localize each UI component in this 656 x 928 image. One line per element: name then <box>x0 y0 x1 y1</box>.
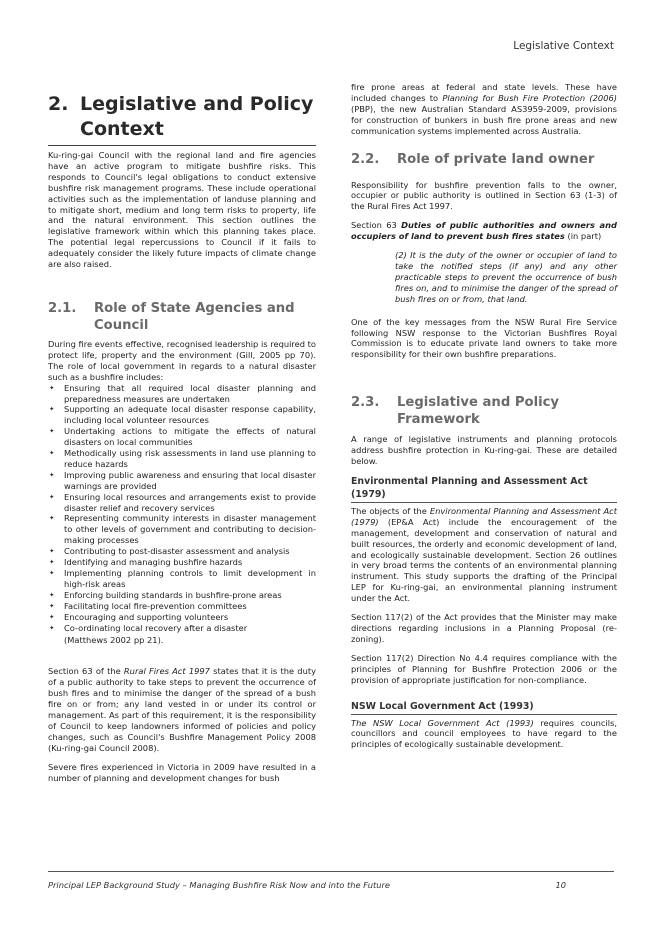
list-item: ✦ Methodically using risk assessments in land use planning to reduce hazards <box>48 448 316 470</box>
text-run: Section 63 <box>351 220 402 231</box>
section-title: Role of State Agencies and Council <box>94 300 295 333</box>
section-2-1-heading <box>48 300 316 334</box>
list-item: ✦ Facilitating local fire-prevention committees <box>48 601 316 612</box>
paragraph: Severe fires experienced in Victoria in 2009 have resulted in a number of planning and development changes for bush <box>48 761 316 783</box>
paragraph: One of the key messages from the NSW Rural Fire Service following NSW response to the Victorian Bushfires Royal Commission is to educate private land owners to take more responsibility for their own bushfire preparations. <box>351 316 617 360</box>
paragraph: A range of legislative instruments and planning protocols address bushfire protection in Ku-ring-gai. These are detailed below. <box>351 434 617 467</box>
section-number: 2.2. <box>351 151 380 167</box>
section-title: Role of private land owner <box>397 151 595 167</box>
block-quote: (2) It is the duty of the owner or occupier of land to take the notified steps (if any) and any other practicable steps to prevent the occurrence of bush fires on, and to minimise the danger of the spread of bush fires on or from, that land. <box>395 250 617 304</box>
text-run: fire prone areas at federal and state levels. These have included changes to <box>351 82 617 103</box>
section-2-2-heading <box>351 151 617 168</box>
paragraph <box>351 82 617 137</box>
text-run: The objects of the <box>351 505 430 516</box>
list-item: ✦ Ensuring that all required local disaster planning and preparedness measures are undertaken <box>48 383 316 405</box>
list-item: ✦ Encouraging and supporting volunteers <box>48 612 316 623</box>
paragraph <box>351 506 617 604</box>
list-item: ✦ Representing community interests in disaster management to other levels of government and contributing to decision-making processes <box>48 513 316 546</box>
list-item: ✦ Co-ordinating local recovery after a disaster <box>48 623 316 634</box>
paragraph <box>351 718 617 751</box>
chapter-heading <box>48 92 316 146</box>
paragraph: Section 117(2) of the Act provides that the Minister may make directions regarding inclusions in a Planning Proposal (re-zoning). <box>351 612 617 644</box>
act-title: Rural Fires Act 1997 <box>123 666 210 677</box>
list-item: ✦ Undertaking actions to mitigate the effects of natural disasters on local communities <box>48 426 316 448</box>
footer-title: Principal LEP Background Study – Managing Bushfire Risk Now and into the Future <box>48 880 390 890</box>
chapter-title: Legislative and Policy Context <box>80 93 314 140</box>
page-number: 10 <box>555 880 566 890</box>
list-item: ✦ Improving public awareness and ensuring that local disaster warnings are provided <box>48 470 316 492</box>
section-number: 2.1. <box>48 300 77 316</box>
text-run: (EP&A Act) include the encouragement of the management, development and conservation of natural and built resources, the orderly and economic development of land, and ecologically sustainable development. Section 26 outlines in very broad terms the contents of an environmental planning instrument. This study supports the drafting of the Principal LEP for Ku-ring-gai, an environmental planning instrument under the Act. <box>351 516 617 604</box>
text-run: Section 63 of the <box>48 666 124 677</box>
page-footer <box>48 871 614 890</box>
list-item: ✦ Identifying and managing bushfire hazards <box>48 557 316 568</box>
running-header: Legislative Context <box>513 40 614 52</box>
section-2-3-heading <box>351 394 617 428</box>
paragraph: During fire events effective, recognised leadership is required to protect life, property and the environment (Gill, 2005 pp 70). The role of local government in regards to a natural disaster such as a bushfire includes: <box>48 338 316 382</box>
list-item: ✦ Supporting an adequate local disaster response capability, including local volunteer resources <box>48 404 316 426</box>
list-item: ✦ Implementing planning controls to limit development in high-risk areas <box>48 568 316 590</box>
left-column <box>48 82 316 791</box>
act-title: Environmental Planning and Assessment Act (1979) <box>351 505 617 527</box>
chapter-intro: Ku-ring-gai Council with the regional land and fire agencies have an active program to mitigate bushfire risks. This responds to Council's legal obligations to conduct extensive bushfire risk management programs. These include operational activities such as the implementation of landuse planning and to mitigate short, medium and long term risks to property, life and the natural environment. This section outlines the legislative framework within which this planning takes place. The potential legal repercussions to Council if it fails to adequately consider the likely future impacts of climate change are also raised. <box>48 150 316 270</box>
text-run: requires councils, councillors and council employees to have regard to the principles of ecologically sustainable development. <box>351 717 617 750</box>
paragraph: Section 117(2) Direction No 4.4 requires compliance with the principles of Planning for Bushfire Protection 2006 or the provision of appropriate justification for non-compliance. <box>351 652 617 685</box>
list-item: ✦ Ensuring local resources and arrangements exist to provide disaster relief and recovery services <box>48 492 316 514</box>
paragraph <box>351 220 617 242</box>
list-item: ✦ Enforcing building standards in bushfire-prone areas <box>48 590 316 601</box>
text-run: (in part) <box>564 231 602 242</box>
section-name: Duties of public authorities and owners and occupiers of land to prevent bush fires states <box>351 220 617 242</box>
epa-act-heading: Environmental Planning and Assessment Act (1979) <box>351 475 617 503</box>
text-run: states that it is the duty of a public authority to take steps to prevent the occurrence of bush fires and to minimise the danger of the spread of a bush fire on or from; any land vested in or under its control or management. As part of this requirement, it is the responsibility of Council to keep landowners informed of policies and policy changes, such as Council's Bushfire Management Policy 2008 (Ku-ring-gai Council 2008). <box>48 666 316 753</box>
lga-act-heading: NSW Local Government Act (1993) <box>351 700 617 715</box>
document-title: Planning for Bush Fire Protection (2006) <box>442 92 617 103</box>
right-column <box>351 82 617 758</box>
paragraph <box>48 666 316 753</box>
chapter-number: 2. <box>48 93 69 115</box>
section-number: 2.3. <box>351 395 380 411</box>
section-title: Legislative and Policy Framework <box>397 395 560 428</box>
role-list <box>48 383 316 634</box>
list-item: ✦ Contributing to post-disaster assessment and analysis <box>48 546 316 557</box>
citation: (Matthews 2002 pp 21). <box>64 635 164 646</box>
text-run: (PBP), the new Australian Standard AS3959-2009, provisions for construction of bunkers in bush fire prone areas and new communication systems implemented across Australia. <box>351 103 617 136</box>
act-title: The NSW Local Government Act (1993) <box>351 717 534 728</box>
paragraph: Responsibility for bushfire prevention falls to the owner, occupier or public authority is outlined in Section 63 (1-3) of the Rural Fires Act 1997. <box>351 179 617 212</box>
